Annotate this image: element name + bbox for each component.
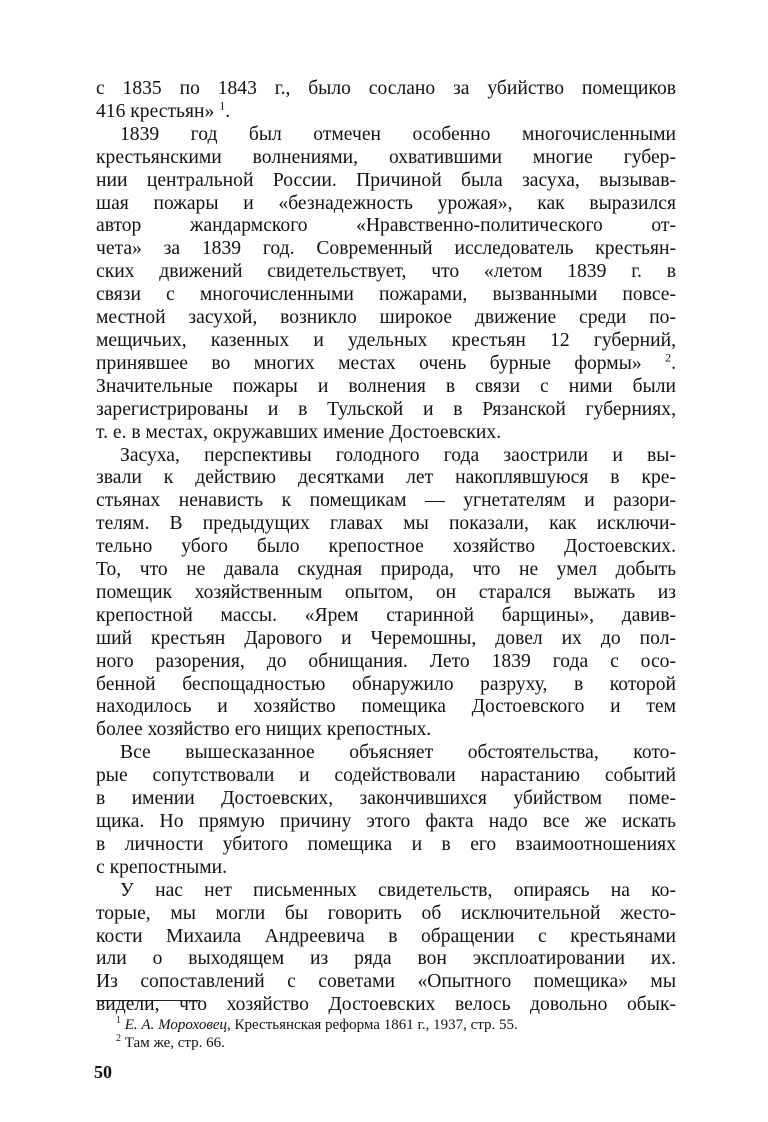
text-line: Значительные пожары и волнения в связи с ними были <box>96 375 676 397</box>
text-line: бенной беспощадностью обнаружило разруху, в которой <box>96 673 676 695</box>
paragraph-3 <box>96 445 676 743</box>
text-line: нии центральной России. Причиной была засуха, вызывав- <box>96 169 676 191</box>
text-line: более хозяйство его нищих крепостных. <box>96 719 432 741</box>
paragraph-2 <box>96 124 676 445</box>
text-line: или о выходящем из ряда вон эксплоатировании их. <box>96 948 676 970</box>
text-line: мещичьих, казенных и удельных крестьян 12 губерний, <box>96 329 676 351</box>
footnote-text: , Крестьянская реформа 1861 г., 1937, стр. 55. <box>227 1017 518 1033</box>
text-line: помещик хозяйственным опытом, он старался выжать из <box>96 581 676 603</box>
text-line: щика. Но прямую причину этого факта надо все же искать <box>96 811 676 832</box>
text-line: т. е. в местах, окружавших имение Достоевских. <box>96 421 502 443</box>
body-text <box>96 78 676 1017</box>
text-line: крестьянскими волнениями, охватившими многие губер- <box>96 146 676 168</box>
text-line: торые, мы могли бы говорить об исключительной жесто- <box>96 902 676 924</box>
text-line: ший крестьян Дарового и Черемошны, довел их до пол- <box>96 627 676 649</box>
text-line: стьянах ненависть к помещикам — угнетателям и разори- <box>96 490 676 512</box>
text-line: чета» за 1839 год. Современный исследователь крестьян- <box>96 238 676 260</box>
page-number: 50 <box>94 1062 112 1082</box>
text-line: автор жандармского «Нравственно-политического от- <box>96 215 676 237</box>
text-line: связи с многочисленными пожарами, вызванными повсе- <box>96 284 676 306</box>
footnote-divider <box>96 1000 200 1001</box>
footnote-number: 1 <box>116 1015 121 1026</box>
text-line: Из сопоставлений с советами «Опытного помещика» мы <box>96 971 676 993</box>
text-line: в имении Достоевских, закончившихся убийством поме- <box>96 788 676 810</box>
text-line: принявшее во многих местах очень бурные формы» $^2$. <box>96 350 676 374</box>
text-line: в личности убитого помещика и в его взаимоотношениях <box>96 833 676 855</box>
text-line: телям. В предыдущих главах мы показали, как исключи- <box>96 513 676 535</box>
text-line: находилось и хозяйство помещика Достоевского и тем <box>96 696 676 718</box>
footnote-text: Там же, стр. 66. <box>124 1035 225 1051</box>
paragraph-5 <box>96 880 676 1017</box>
text-line: Все вышесказанное объясняет обстоятельства, кото- <box>120 742 676 764</box>
footnote-2 <box>96 1034 676 1052</box>
footnote-ref: 2 <box>665 350 672 365</box>
text-line: крепостной массы. «Ярем старинной барщины», давив- <box>96 604 676 626</box>
footnote-ref: 1 <box>219 98 226 113</box>
text-line: кости Михаила Андреевича в обращении с крестьянами <box>96 925 676 947</box>
text-line: зарегистрированы и в Тульской и в Рязанской губерниях, <box>96 398 676 420</box>
text-line: 1839 год был отмечен особенно многочисленными <box>120 123 676 145</box>
text-line-content: принявшее во многих местах очень бурные формы» <box>96 352 642 374</box>
paragraph-4 <box>96 742 676 879</box>
text-line: рые сопутствовали и содействовали нарастанию событий <box>96 765 676 787</box>
text-line: тельно убого было крепостное хозяйство Достоевских. <box>96 536 676 558</box>
text-line: ного разорения, до обнищания. Лето 1839 года с осо- <box>96 650 676 672</box>
footnote-number: 2 <box>116 1033 121 1044</box>
footnote-author: Е. А. Мороховец <box>124 1017 228 1033</box>
text-line: Засуха, перспективы голодного года заострили и вы- <box>120 444 676 466</box>
paragraph-1 <box>96 78 676 124</box>
text-line: ских движений свидетельствует, что «летом 1839 г. в <box>96 261 676 283</box>
text-line: видели, что хозяйство Достоевских велось довольно обык- <box>96 994 676 1016</box>
text-line: 416 крестьян» $^1$. <box>96 98 231 122</box>
text-line: То, что не давала скудная природа, что не умел добыть <box>96 559 676 581</box>
text-line: с 1835 по 1843 г., было сослано за убийство помещиков <box>96 78 676 99</box>
text-line: местной засухой, возникло широкое движение среди по- <box>96 307 676 329</box>
page-body <box>96 78 676 1017</box>
text-line: звали к действию десятками лет накоплявшуюся в кре- <box>96 467 676 489</box>
text-line: У нас нет письменных свидетельств, опираясь на ко- <box>120 879 676 901</box>
footnote-1 <box>96 1016 676 1034</box>
text-line: шая пожары и «безнадежность урожая», как выразился <box>96 192 676 214</box>
text-line-content: 416 крестьян» <box>96 100 215 122</box>
footnotes <box>96 1016 676 1052</box>
text-line: с крепостными. <box>96 856 228 878</box>
